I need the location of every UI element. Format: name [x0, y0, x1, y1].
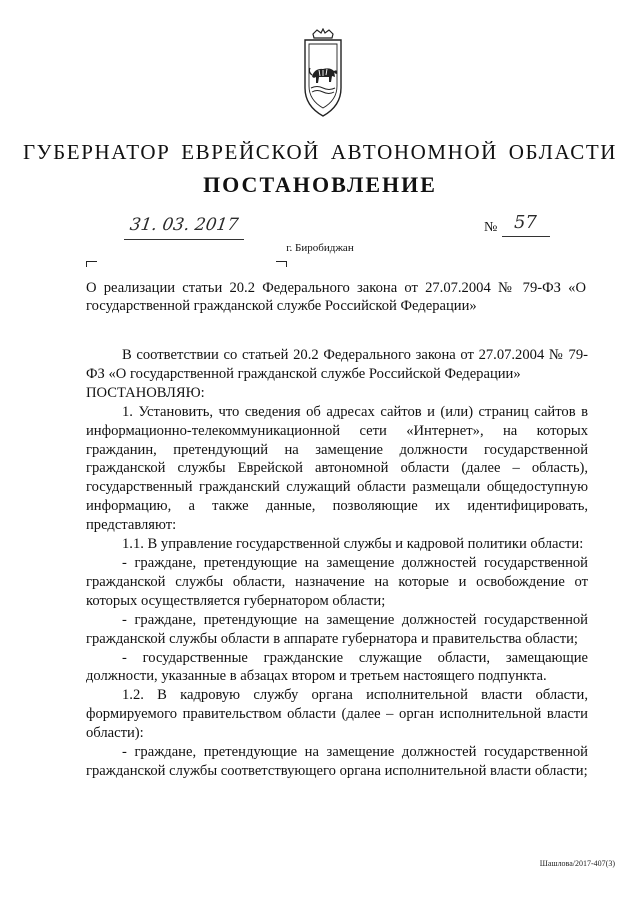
- number-sign: №: [484, 220, 498, 235]
- city-label: г. Биробиджан: [286, 242, 354, 254]
- number-field: [502, 212, 550, 237]
- paragraph-1-2: 1.2. В кадровую службу органа исполнительной власти области, формируемого правительством области (далее – орган исполнительной власти области):: [86, 687, 588, 742]
- paragraph-1: 1. Установить, что сведения об адресах сайтов и (или) страниц сайтов в информационно-телекоммуникационной сети «Интернет», на которых гражданин, претендующий на замещение должности государственной гражданской службы Еврейской автономной области (далее – область), государственный гражданский служащий области размещали общедоступную информацию, а также данные, позволяющие их идентифицировать, представляют:: [86, 403, 588, 534]
- subject-bracket-left: [86, 261, 97, 267]
- footer-code: Шашлова/2017-407(3): [539, 859, 615, 868]
- paragraph-1-1: 1.1. В управление государственной службы и кадровой политики области:: [122, 536, 584, 553]
- decree-word: ПОСТАНОВЛЯЮ:: [86, 384, 205, 401]
- document-body: [86, 346, 588, 781]
- handwritten-date: 31. 03. 2017: [128, 215, 240, 235]
- date-field: [124, 215, 244, 240]
- subject-bracket-right: [276, 261, 287, 267]
- preamble: В соответствии со статьей 20.2 Федерального закона от 27.07.2004 № 79-ФЗ «О государственной гражданской службе Российской Федерации»: [86, 347, 588, 382]
- paragraph-1-1-item-c: - государственные гражданские служащие области, замещающие должности, указанные в абзацах втором и третьем настоящего подпункта.: [86, 649, 588, 685]
- paragraph-1-1-item-b: - граждане, претендующие на замещение должностей государственной гражданской службы области в аппарате губернатора и правительства области;: [86, 611, 588, 647]
- document-type: ПОСТАНОВЛЕНИЕ: [203, 172, 437, 197]
- handwritten-number: 57: [514, 212, 537, 233]
- authority-title: ГУБЕРНАТОР ЕВРЕЙСКОЙ АВТОНОМНОЙ ОБЛАСТИ: [22, 140, 618, 164]
- coat-of-arms-icon: [299, 28, 347, 124]
- document-subject: О реализации статьи 20.2 Федерального закона от 27.07.2004 № 79-ФЗ «О государственной гражданской службе Российской Федерации»: [86, 280, 586, 314]
- paragraph-1-1-item-a: - граждане, претендующие на замещение должностей государственной гражданской службы области, назначение на которые и освобождение от которых осуществляется губернатором области;: [86, 554, 588, 609]
- paragraph-1-2-item-a: - граждане, претендующие на замещение должностей государственной гражданской службы соответствующего органа исполнительной власти области;: [86, 744, 588, 779]
